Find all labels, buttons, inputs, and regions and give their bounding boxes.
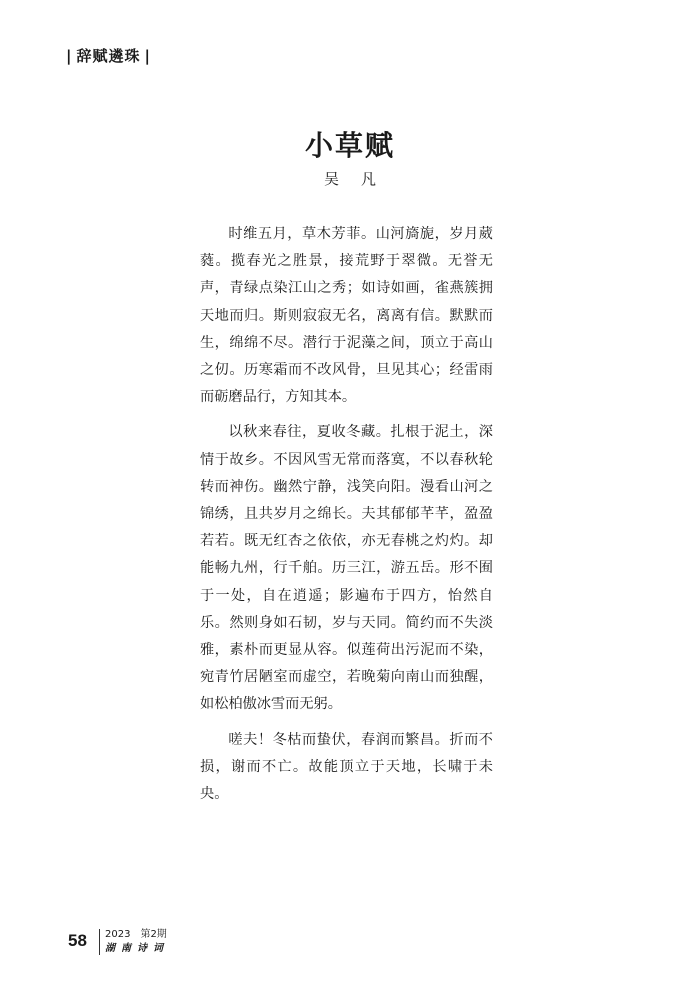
section-bar-right: | — [144, 47, 151, 65]
page-number: 58 — [68, 931, 87, 950]
article-author: 吴凡 — [323, 170, 398, 188]
paragraph: 嗟夫！冬枯而蛰伏，春润而繁昌。折而不损，谢而不亡。故能顶立于天地，长啸于未央。 — [200, 731, 493, 803]
paragraph: 以秋来春往，夏收冬藏。扎根于泥土，深情于故乡。不因风雪无常而落寞，不以春秋轮转而神伤。幽然宁静，浅笑向阳。漫看山河之锦绣，且共岁月之绵长。夫其郁郁芊芊，盈盈若若。既无红杏之依依，亦无春桃之灼灼。却能畅九州，行千舶。历三江，游五岳。形不囿于一处，自在逍遥；影遍布于四方，怡然自乐。然则身如石韧，岁与天同。简约而不失淡雅，素朴而更显从容。似莲荷出污泥而不染，宛青竹居陋室而虚空，若晚菊向南山而独醒，如松柏傲冰雪而无躬。 — [200, 424, 493, 713]
section-bar-left: | — [66, 47, 73, 65]
article-body — [200, 221, 493, 816]
section-name: 辞赋遴珠 — [76, 47, 141, 65]
article-title: 小草赋 — [304, 129, 395, 162]
section-tag — [62, 45, 155, 66]
issue-label: 2023 第2期 — [105, 929, 167, 940]
journal-name: 湖南诗词 — [105, 943, 169, 954]
footer-divider — [99, 929, 100, 955]
paragraph: 时维五月，草木芳菲。山河旖旎，岁月葳蕤。揽春光之胜景，接荒野于翠微。无誉无声，青绿点染江山之秀；如诗如画，雀燕簇拥天地而归。斯则寂寂无名，离离有信。默默而生，绵绵不尽。潜行于泥藻之间，顶立于高山之仞。历寒霜而不改风骨，旦见其心；经雷雨而砺磨品行，方知其本。 — [200, 226, 493, 406]
